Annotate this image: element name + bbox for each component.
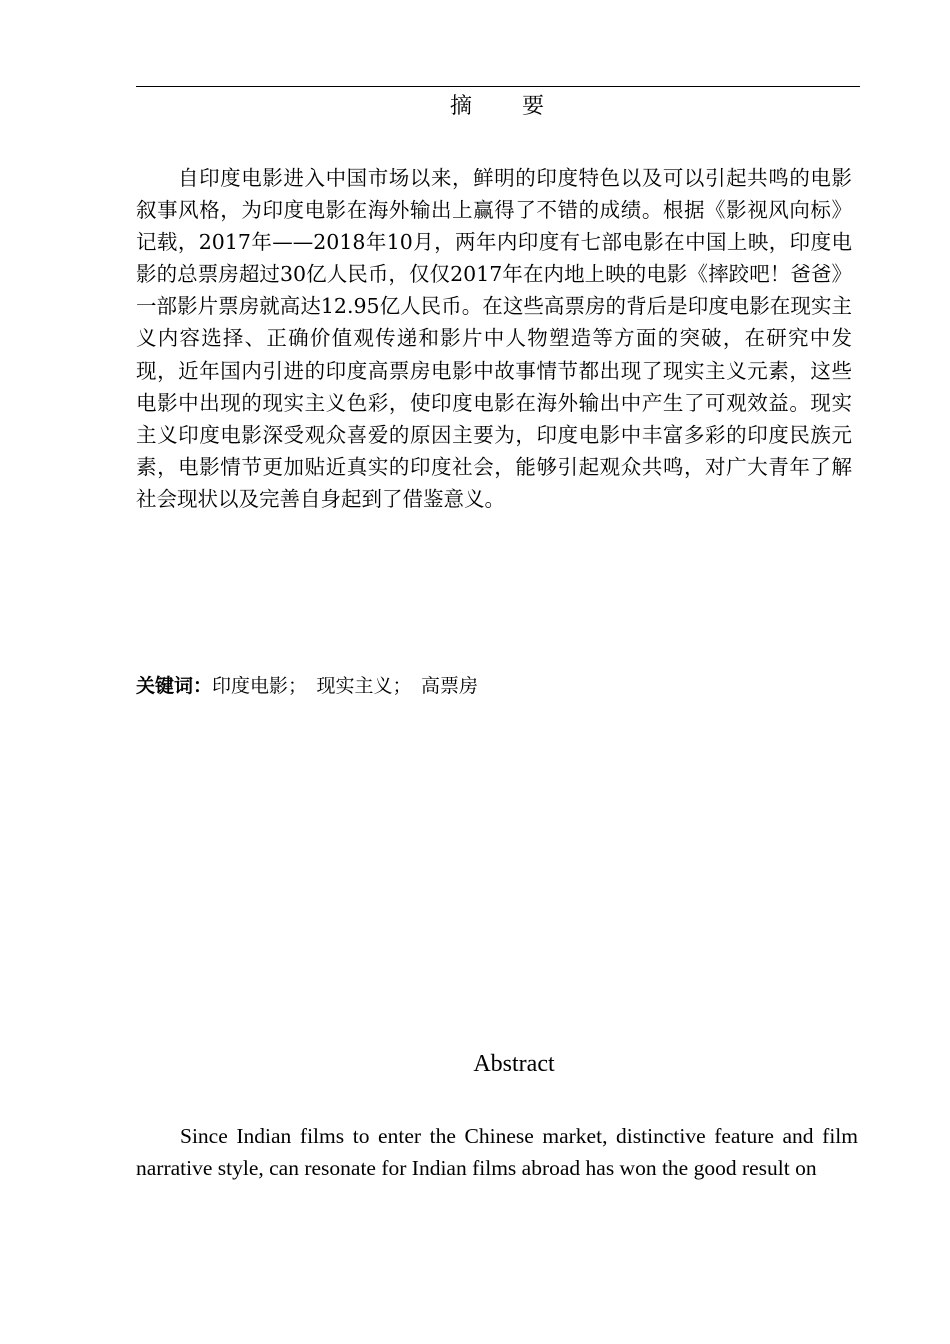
header-rule: [136, 86, 860, 87]
english-abstract-title: Abstract: [473, 1051, 555, 1077]
keywords-line: [136, 671, 852, 701]
chinese-abstract-title: 摘 要: [449, 94, 546, 119]
chinese-abstract-body: 自印度电影进入中国市场以来，鲜明的印度特色以及可以引起共鸣的电影叙事风格，为印度电影在海外输出上赢得了不错的成绩。根据《影视风向标》记载，2017年——2018年10月，两年内印度有七部电影在中国上映，印度电影的总票房超过30亿人民币，仅仅2017年在内地上映的电影《摔跤吧！爸爸》一部影片票房就高达12.95亿人民币。在这些高票房的背后是印度电影在现实主义内容选择、正确价值观传递和影片中人物塑造等方面的突破，在研究中发现，近年国内引进的印度高票房电影中故事情节都出现了现实主义元素，这些电影中出现的现实主义色彩，使印度电影在海外输出中产生了可观效益。现实主义印度电影深受观众喜爱的原因主要为，印度电影中丰富多彩的印度民族元素，电影情节更加贴近真实的印度社会，能够引起观众共鸣，对广大青年了解社会现状以及完善自身起到了借鉴意义。: [136, 166, 852, 511]
keywords-value: 印度电影； 现实主义； 高票房: [212, 675, 479, 697]
keywords-label: 关键词：: [136, 675, 213, 697]
english-abstract-body: Since Indian films to enter the Chinese market, distinctive feature and film narrative style, can resonate for Indian films abroad has won the good result on: [136, 1124, 858, 1180]
